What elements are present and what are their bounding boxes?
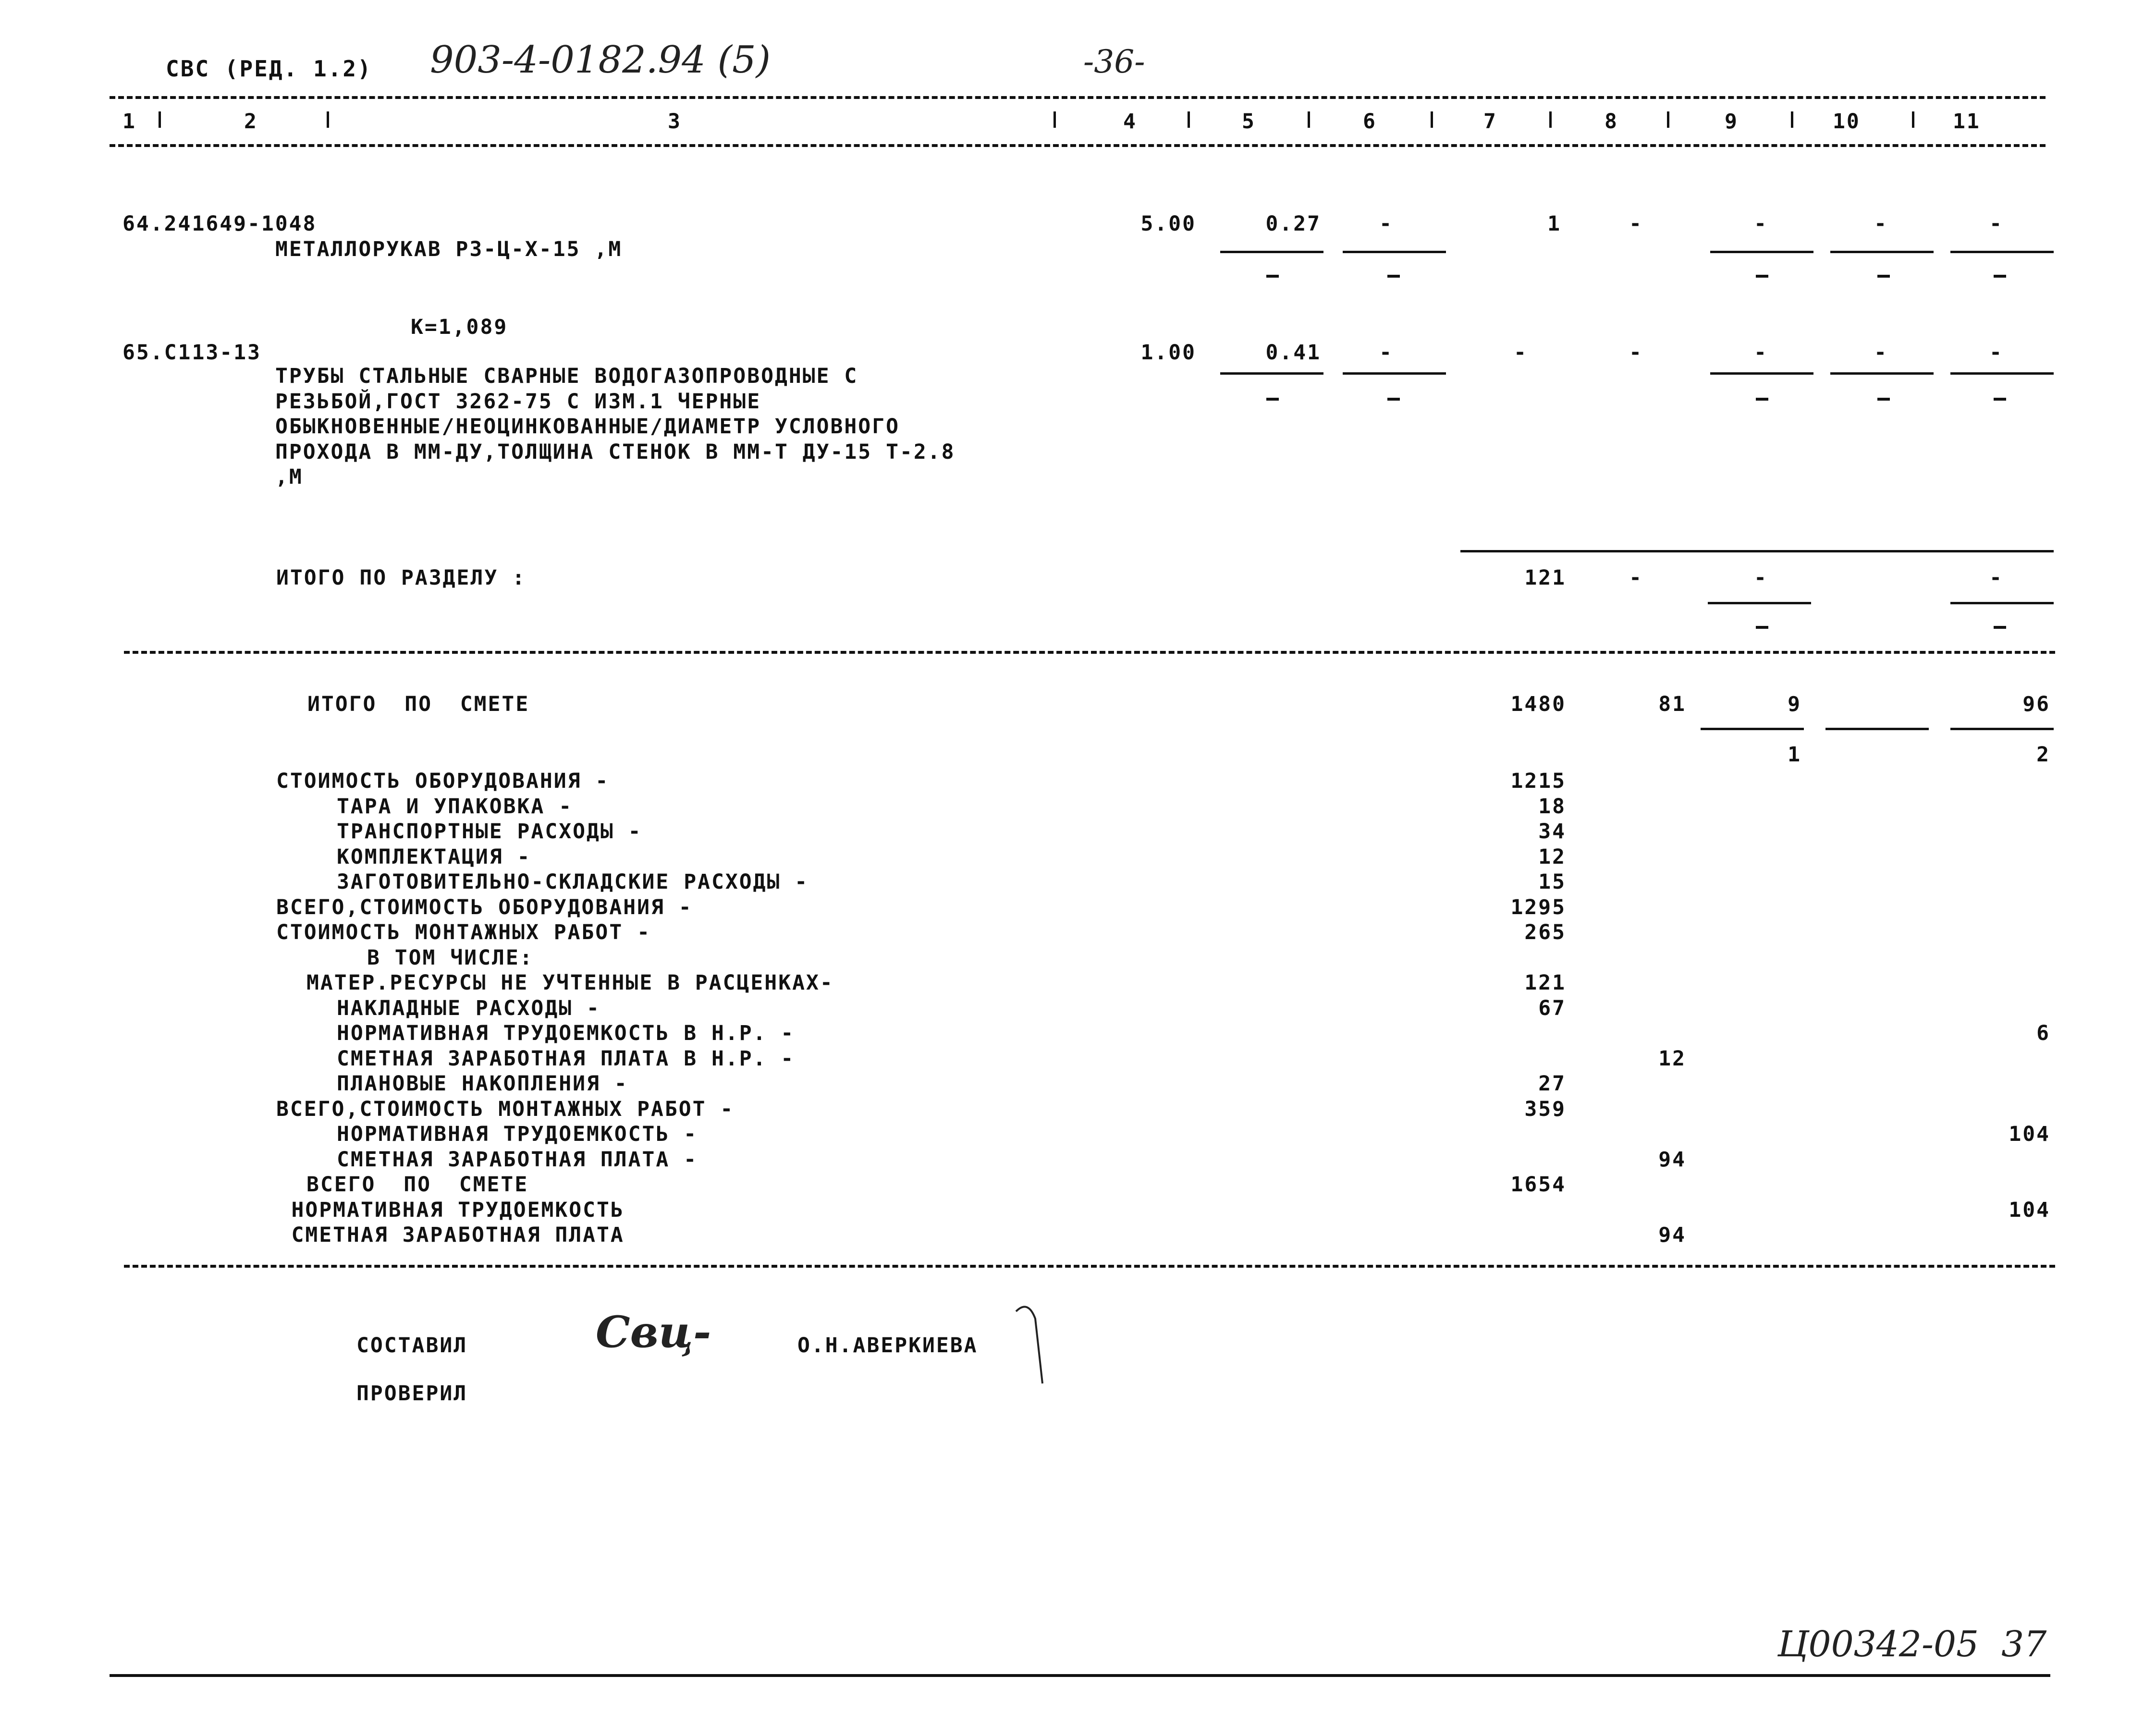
item-col8: - <box>1629 341 1643 365</box>
fraction-dash <box>1877 398 1890 401</box>
item-unit-price: 0.41 <box>1265 341 1321 365</box>
estimate-total-col9-top: 9 <box>1788 692 1801 716</box>
fraction-dash <box>1877 275 1890 278</box>
fraction-line <box>1343 251 1446 253</box>
fraction-dash <box>1266 275 1279 278</box>
estimate-total-col11-top: 96 <box>2022 692 2050 716</box>
fraction-line <box>1710 251 1813 253</box>
col-header-1: 1 <box>122 110 136 134</box>
summary-bottom-rule <box>124 1265 2055 1268</box>
summary-label: ЗАГОТОВИТЕЛЬНО-СКЛАДСКИЕ РАСХОДЫ - <box>337 870 809 894</box>
fraction-line <box>1830 251 1934 253</box>
summary-label: В ТОМ ЧИСЛЕ: <box>367 946 534 970</box>
compiled-signature: Свц- <box>596 1307 711 1358</box>
summary-value-col7: 15 <box>1538 870 1566 894</box>
fraction-dash <box>1756 398 1768 401</box>
col-header-8: 8 <box>1605 110 1618 134</box>
item-description-line: ПРОХОДА В ММ-ДУ,ТОЛЩИНА СТЕНОК В ММ-Т ДУ-15 Т-2.8 <box>275 440 956 464</box>
summary-label: ТРАНСПОРТНЫЕ РАСХОДЫ - <box>337 820 642 844</box>
summary-label: НАКЛАДНЫЕ РАСХОДЫ - <box>337 996 600 1020</box>
header-top-rule <box>110 96 2046 99</box>
summary-value-col11: 104 <box>2009 1122 2050 1146</box>
summary-value-col8: 94 <box>1658 1223 1686 1247</box>
col-separator <box>1791 111 1793 128</box>
item-description-line: ТРУБЫ СТАЛЬНЫЕ СВАРНЫЕ ВОДОГАЗОПРОВОДНЫЕ С <box>275 364 858 388</box>
item-col9: - <box>1754 341 1768 365</box>
item-col9: - <box>1754 212 1768 236</box>
summary-label: СТОИМОСТЬ МОНТАЖНЫХ РАБОТ - <box>276 920 651 944</box>
header-bottom-rule <box>110 144 2046 147</box>
item-col11: - <box>1989 341 2003 365</box>
item-description-line: ОБЫКНОВЕННЫЕ/НЕОЦИНКОВАННЫЕ/ДИАМЕТР УСЛОВНОГО <box>275 415 900 439</box>
footer-rule <box>110 1674 2050 1677</box>
section-total-col11: - <box>1989 566 2003 590</box>
summary-label: ПЛАНОВЫЕ НАКОПЛЕНИЯ - <box>337 1072 628 1096</box>
fraction-line <box>1950 372 2054 375</box>
item-quantity: 5.00 <box>1140 212 1196 236</box>
summary-label: ВСЕГО ПО СМЕТЕ <box>306 1173 529 1197</box>
col-header-3: 3 <box>668 110 682 134</box>
fraction-dash <box>1387 398 1400 401</box>
fraction-line <box>1830 372 1934 375</box>
fraction-line <box>1220 251 1323 253</box>
col-header-10: 10 <box>1833 110 1861 134</box>
item-description-line: МЕТАЛЛОРУКАВ РЗ-Ц-Х-15 ,М <box>275 237 623 261</box>
fraction-dash <box>1387 275 1400 278</box>
item-col10: - <box>1874 341 1888 365</box>
fraction-line <box>1701 728 1804 730</box>
item-col6: - <box>1379 212 1393 236</box>
fraction-dash <box>1756 626 1768 629</box>
summary-value-col7: 1295 <box>1510 895 1566 919</box>
signature-mark <box>1014 1302 1052 1388</box>
estimate-total-col7: 1480 <box>1510 692 1566 716</box>
col-separator <box>327 111 329 128</box>
fraction-line <box>1710 372 1813 375</box>
col-header-11: 11 <box>1953 110 1981 134</box>
summary-value-col7: 1654 <box>1510 1173 1566 1197</box>
archive-stamp: Ц00342-05 37 <box>1777 1624 2047 1665</box>
summary-value-col11: 6 <box>2036 1021 2050 1045</box>
summary-value-col7: 359 <box>1524 1097 1566 1121</box>
summary-value-col7: 1215 <box>1510 769 1566 793</box>
col-header-4: 4 <box>1123 110 1137 134</box>
item-code: 64.241649-1048 <box>122 212 317 236</box>
col-header-6: 6 <box>1363 110 1377 134</box>
col-separator <box>1188 111 1190 128</box>
form-code: СВС (РЕД. 1.2) <box>166 56 372 82</box>
summary-value-col7: 34 <box>1538 820 1566 844</box>
fraction-line <box>1950 251 2054 253</box>
summary-label: НОРМАТИВНАЯ ТРУДОЕМКОСТЬ - <box>337 1122 698 1146</box>
estimate-total-col8: 81 <box>1658 692 1686 716</box>
col-header-5: 5 <box>1242 110 1256 134</box>
fraction-line <box>1950 728 2054 730</box>
summary-value-col7: 27 <box>1538 1072 1566 1096</box>
col-separator <box>1431 111 1433 128</box>
section-total-rule <box>1460 550 2054 552</box>
item-col8: - <box>1629 212 1643 236</box>
fraction-dash <box>1994 275 2006 278</box>
summary-value-col8: 94 <box>1658 1148 1686 1172</box>
item-col7: - <box>1514 341 1528 365</box>
summary-value-col7: 18 <box>1538 795 1566 819</box>
summary-label: СМЕТНАЯ ЗАРАБОТНАЯ ПЛАТА В Н.Р. - <box>337 1047 795 1071</box>
document-number: 903-4-0182.94 (5) <box>430 38 771 82</box>
page-number: -36- <box>1083 43 1145 80</box>
col-separator <box>1549 111 1552 128</box>
summary-label: ВСЕГО,СТОИМОСТЬ МОНТАЖНЫХ РАБОТ - <box>276 1097 735 1121</box>
summary-label: ВСЕГО,СТОИМОСТЬ ОБОРУДОВАНИЯ - <box>276 895 693 919</box>
section-total-col9: - <box>1754 566 1768 590</box>
fraction-line <box>1825 728 1929 730</box>
checked-by-label: ПРОВЕРИЛ <box>356 1382 468 1406</box>
summary-value-col7: 121 <box>1524 971 1566 995</box>
section-total-col8: - <box>1629 566 1643 590</box>
item-quantity: 1.00 <box>1140 341 1196 365</box>
fraction-dash <box>1994 626 2006 629</box>
item-col10: - <box>1874 212 1888 236</box>
estimate-total-label: ИТОГО ПО СМЕТЕ <box>307 692 530 716</box>
compiled-by-label: СОСТАВИЛ <box>356 1334 468 1358</box>
summary-value-col11: 104 <box>2009 1198 2050 1222</box>
summary-label: СМЕТНАЯ ЗАРАБОТНАЯ ПЛАТА <box>291 1223 625 1247</box>
summary-label: МАТЕР.РЕСУРСЫ НЕ УЧТЕННЫЕ В РАСЦЕНКАХ- <box>306 971 834 995</box>
item-description-line: РЕЗЬБОЙ,ГОСТ 3262-75 С ИЗМ.1 ЧЕРНЫЕ <box>275 390 761 414</box>
col-header-9: 9 <box>1725 110 1739 134</box>
summary-label: НОРМАТИВНАЯ ТРУДОЕМКОСТЬ В Н.Р. - <box>337 1021 795 1045</box>
compiled-by-name: О.Н.АВЕРКИЕВА <box>797 1334 978 1358</box>
summary-value-col7: 12 <box>1538 845 1566 869</box>
fraction-line <box>1708 602 1811 604</box>
section-total-label: ИТОГО ПО РАЗДЕЛУ : <box>276 566 526 590</box>
summary-label: ТАРА И УПАКОВКА - <box>337 795 573 819</box>
estimate-total-col9-bottom: 1 <box>1788 743 1801 767</box>
section-divider-rule <box>124 651 2055 654</box>
summary-value-col7: 265 <box>1524 920 1566 944</box>
fraction-dash <box>1266 398 1279 401</box>
col-separator <box>1054 111 1056 128</box>
section-total-col7: 121 <box>1524 566 1566 590</box>
item-code: 65.С113-13 <box>122 341 261 365</box>
col-header-7: 7 <box>1483 110 1497 134</box>
summary-label: СТОИМОСТЬ ОБОРУДОВАНИЯ - <box>276 769 610 793</box>
summary-label: СМЕТНАЯ ЗАРАБОТНАЯ ПЛАТА - <box>337 1148 698 1172</box>
col-separator <box>1667 111 1669 128</box>
fraction-line <box>1343 372 1446 375</box>
col-separator <box>159 111 161 128</box>
col-separator <box>1308 111 1310 128</box>
summary-value-col8: 12 <box>1658 1047 1686 1071</box>
summary-value-col7: 67 <box>1538 996 1566 1020</box>
item-coefficient: К=1,089 <box>411 315 508 339</box>
item-col6: - <box>1379 341 1393 365</box>
item-description-line: ,М <box>275 465 303 489</box>
item-col7: 1 <box>1547 212 1561 236</box>
col-header-2: 2 <box>244 110 258 134</box>
fraction-line <box>1220 372 1323 375</box>
summary-label: КОМПЛЕКТАЦИЯ - <box>337 845 531 869</box>
fraction-line <box>1950 602 2054 604</box>
col-separator <box>1912 111 1914 128</box>
item-unit-price: 0.27 <box>1265 212 1321 236</box>
fraction-dash <box>1756 275 1768 278</box>
item-col11: - <box>1989 212 2003 236</box>
fraction-dash <box>1994 398 2006 401</box>
summary-label: НОРМАТИВНАЯ ТРУДОЕМКОСТЬ <box>291 1198 625 1222</box>
estimate-total-col11-bottom: 2 <box>2036 743 2050 767</box>
